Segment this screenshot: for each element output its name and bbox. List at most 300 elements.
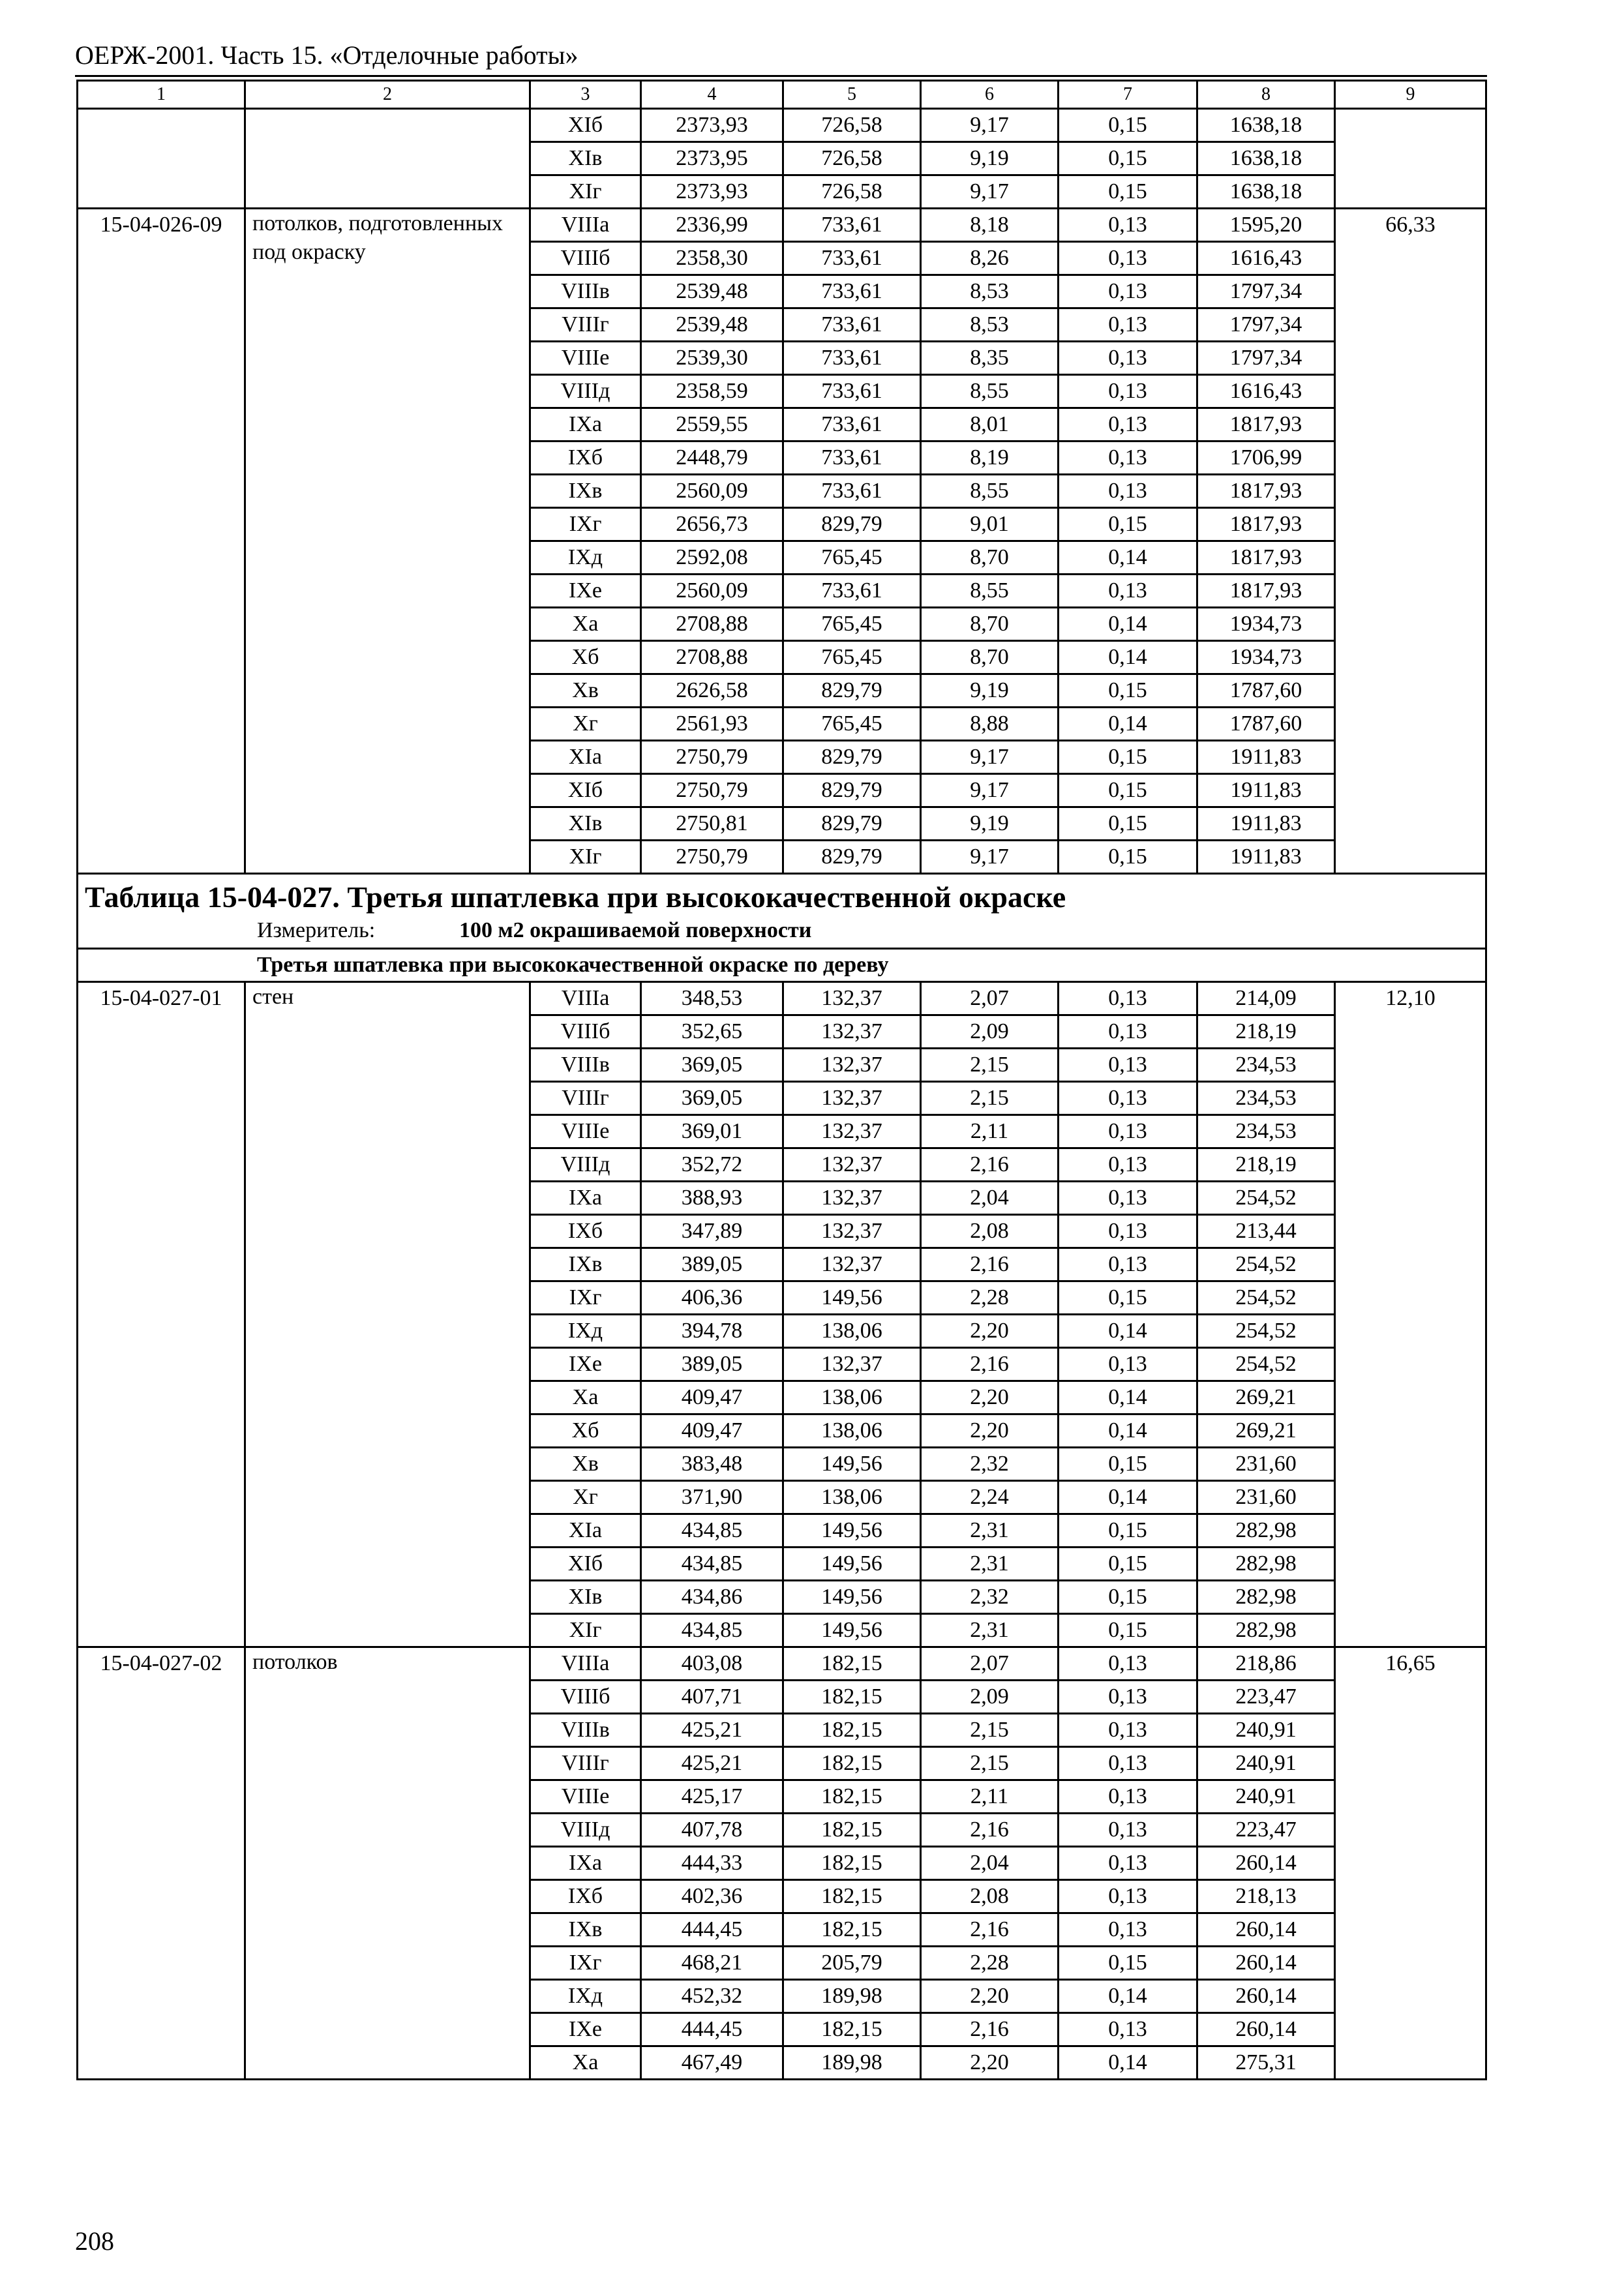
cost-cell: 468,21 [641,1947,783,1980]
column-number: 5 [783,81,921,109]
category-cell: XIв [530,807,641,841]
category-cell: XIг [530,841,641,874]
machine-cell: 2,16 [921,1148,1059,1182]
machine-cell: 2,15 [921,1714,1059,1747]
column-number: 7 [1059,81,1197,109]
category-cell: VIIIв [530,1714,641,1747]
driver-wage-cell: 0,13 [1059,1049,1197,1082]
material-cell: 240,91 [1197,1747,1335,1780]
driver-wage-cell: 0,13 [1059,1714,1197,1747]
table-row [78,982,1486,1015]
machine-cell: 2,20 [921,1414,1059,1448]
category-cell: XIг [530,1614,641,1647]
wage-cell: 182,15 [783,1714,921,1747]
category-cell: XIг [530,175,641,209]
material-cell: 1911,83 [1197,774,1335,807]
driver-wage-cell: 0,13 [1059,209,1197,242]
cost-cell: 2708,88 [641,608,783,641]
header-divider [75,75,1487,77]
material-cell: 1911,83 [1197,841,1335,874]
cost-cell: 2539,48 [641,275,783,308]
wage-cell: 138,06 [783,1381,921,1414]
driver-wage-cell: 0,13 [1059,1880,1197,1913]
wage-cell: 149,56 [783,1448,921,1481]
category-cell: VIIIa [530,982,641,1015]
machine-cell: 9,19 [921,807,1059,841]
material-cell: 213,44 [1197,1215,1335,1248]
cost-cell: 2559,55 [641,408,783,441]
wage-cell: 182,15 [783,1647,921,1681]
cost-cell: 2626,58 [641,674,783,708]
material-cell: 254,52 [1197,1348,1335,1381]
cost-cell: 383,48 [641,1448,783,1481]
cost-cell: 2560,09 [641,475,783,508]
material-cell: 1638,18 [1197,142,1335,175]
machine-cell: 2,16 [921,1814,1059,1847]
wage-cell: 829,79 [783,508,921,541]
machine-cell: 2,20 [921,1381,1059,1414]
material-cell: 254,52 [1197,1315,1335,1348]
table-row [78,1647,1486,1681]
cost-cell: 2448,79 [641,441,783,475]
cost-cell: 2336,99 [641,209,783,242]
wage-cell: 132,37 [783,1182,921,1215]
cost-cell: 434,85 [641,1514,783,1548]
cost-cell: 407,71 [641,1681,783,1714]
cost-cell: 434,85 [641,1614,783,1647]
cost-cell: 2561,93 [641,708,783,741]
driver-wage-cell: 0,13 [1059,475,1197,508]
wage-cell: 829,79 [783,774,921,807]
category-cell: Xб [530,641,641,674]
wage-cell: 132,37 [783,1082,921,1115]
driver-wage-cell: 0,13 [1059,1348,1197,1381]
wage-cell: 182,15 [783,1681,921,1714]
measure-label: Измеритель: [257,918,376,942]
driver-wage-cell: 0,15 [1059,508,1197,541]
wage-cell: 149,56 [783,1514,921,1548]
wage-cell: 182,15 [783,1880,921,1913]
cost-cell: 2358,59 [641,375,783,408]
wage-cell: 138,06 [783,1414,921,1448]
cost-cell: 403,08 [641,1647,783,1681]
wage-cell: 733,61 [783,242,921,275]
driver-wage-cell: 0,13 [1059,275,1197,308]
machine-cell: 9,19 [921,674,1059,708]
driver-wage-cell: 0,15 [1059,1581,1197,1614]
wage-cell: 132,37 [783,1115,921,1148]
category-cell: VIIIд [530,1148,641,1182]
wage-cell: 149,56 [783,1614,921,1647]
machine-cell: 2,07 [921,982,1059,1015]
category-cell: Xв [530,1448,641,1481]
machine-cell: 8,88 [921,708,1059,741]
material-cell: 234,53 [1197,1082,1335,1115]
cost-cell: 2656,73 [641,508,783,541]
wage-cell: 829,79 [783,674,921,708]
page-number: 208 [75,2226,114,2256]
machine-cell: 2,16 [921,2013,1059,2046]
driver-wage-cell: 0,13 [1059,1248,1197,1281]
wage-cell: 149,56 [783,1281,921,1315]
wage-cell: 829,79 [783,841,921,874]
category-cell: XIв [530,142,641,175]
cost-cell: 407,78 [641,1814,783,1847]
cost-cell: 444,45 [641,2013,783,2046]
section-title: Третья шпатлевка при высококачественной окраске по дереву [78,949,1486,982]
category-cell: VIIIг [530,1747,641,1780]
material-cell: 1638,18 [1197,109,1335,142]
category-cell: VIIIб [530,1681,641,1714]
cost-cell: 402,36 [641,1880,783,1913]
driver-wage-cell: 0,15 [1059,774,1197,807]
driver-wage-cell: 0,13 [1059,2013,1197,2046]
material-cell: 1706,99 [1197,441,1335,475]
material-cell: 254,52 [1197,1248,1335,1281]
cost-cell: 394,78 [641,1315,783,1348]
material-cell: 1616,43 [1197,242,1335,275]
category-cell: XIa [530,741,641,774]
wage-cell: 765,45 [783,641,921,674]
material-cell: 282,98 [1197,1548,1335,1581]
machine-cell: 2,09 [921,1015,1059,1049]
category-cell: VIIIв [530,1049,641,1082]
driver-wage-cell: 0,13 [1059,441,1197,475]
category-cell: VIIIв [530,275,641,308]
category-cell: VIIIб [530,242,641,275]
machine-cell: 9,17 [921,109,1059,142]
machine-cell: 2,20 [921,1315,1059,1348]
material-cell: 1797,34 [1197,275,1335,308]
wage-cell: 182,15 [783,2013,921,2046]
material-cell: 218,86 [1197,1647,1335,1681]
driver-wage-cell: 0,13 [1059,1115,1197,1148]
wage-cell: 182,15 [783,1747,921,1780]
machine-cell: 8,55 [921,575,1059,608]
column-number: 6 [921,81,1059,109]
driver-wage-cell: 0,14 [1059,1481,1197,1514]
category-cell: VIIIг [530,308,641,342]
wage-cell: 132,37 [783,1248,921,1281]
wage-cell: 182,15 [783,1780,921,1814]
cost-cell: 467,49 [641,2046,783,2080]
machine-cell: 2,16 [921,1913,1059,1947]
machine-cell: 2,24 [921,1481,1059,1514]
material-cell: 1797,34 [1197,308,1335,342]
cost-cell: 406,36 [641,1281,783,1315]
category-cell: VIIIд [530,375,641,408]
material-cell: 1934,73 [1197,608,1335,641]
extra-value: 16,65 [1335,1647,1486,2080]
section-row [78,949,1486,982]
material-cell: 260,14 [1197,1847,1335,1880]
driver-wage-cell: 0,13 [1059,375,1197,408]
wage-cell: 132,37 [783,1148,921,1182]
wage-cell: 733,61 [783,342,921,375]
material-cell: 231,60 [1197,1448,1335,1481]
driver-wage-cell: 0,13 [1059,1215,1197,1248]
cost-cell: 2373,93 [641,109,783,142]
rate-code: 15-04-027-02 [78,1647,245,2080]
machine-cell: 2,16 [921,1348,1059,1381]
machine-cell: 9,17 [921,175,1059,209]
category-cell: VIIIe [530,1780,641,1814]
category-cell: IXв [530,1913,641,1947]
category-cell: IXe [530,2013,641,2046]
material-cell: 260,14 [1197,1913,1335,1947]
machine-cell: 2,11 [921,1780,1059,1814]
machine-cell: 8,55 [921,475,1059,508]
material-cell: 1817,93 [1197,508,1335,541]
category-cell: IXa [530,1182,641,1215]
wage-cell: 733,61 [783,375,921,408]
driver-wage-cell: 0,13 [1059,1847,1197,1880]
wage-cell: 829,79 [783,741,921,774]
cost-cell: 352,65 [641,1015,783,1049]
machine-cell: 8,70 [921,641,1059,674]
table-title-cell [78,874,1486,949]
cost-cell: 425,21 [641,1747,783,1780]
machine-cell: 2,11 [921,1115,1059,1148]
category-cell: IXб [530,1880,641,1913]
category-cell: Xa [530,2046,641,2080]
cost-cell: 2708,88 [641,641,783,674]
material-cell: 260,14 [1197,1947,1335,1980]
category-cell: Xa [530,608,641,641]
driver-wage-cell: 0,14 [1059,1980,1197,2013]
machine-cell: 2,28 [921,1947,1059,1980]
cost-cell: 452,32 [641,1980,783,2013]
machine-cell: 2,08 [921,1215,1059,1248]
category-cell: IXa [530,408,641,441]
work-name: потолков [245,1647,530,2080]
driver-wage-cell: 0,13 [1059,1082,1197,1115]
machine-cell: 2,32 [921,1581,1059,1614]
wage-cell: 132,37 [783,1049,921,1082]
category-cell: VIIIa [530,209,641,242]
category-cell: Xг [530,1481,641,1514]
material-cell: 1817,93 [1197,541,1335,575]
machine-cell: 8,26 [921,242,1059,275]
machine-cell: 8,35 [921,342,1059,375]
wage-cell: 132,37 [783,1015,921,1049]
machine-cell: 8,53 [921,308,1059,342]
driver-wage-cell: 0,13 [1059,242,1197,275]
wage-cell: 733,61 [783,575,921,608]
driver-wage-cell: 0,13 [1059,1814,1197,1847]
wage-cell: 726,58 [783,142,921,175]
material-cell: 1911,83 [1197,807,1335,841]
category-cell: XIб [530,109,641,142]
driver-wage-cell: 0,14 [1059,608,1197,641]
wage-cell: 829,79 [783,807,921,841]
cost-cell: 409,47 [641,1381,783,1414]
category-cell: XIв [530,1581,641,1614]
driver-wage-cell: 0,15 [1059,109,1197,142]
wage-cell: 765,45 [783,541,921,575]
driver-wage-cell: 0,15 [1059,807,1197,841]
extra-value [1335,109,1486,209]
machine-cell: 2,04 [921,1182,1059,1215]
driver-wage-cell: 0,15 [1059,1514,1197,1548]
material-cell: 254,52 [1197,1281,1335,1315]
category-cell: IXг [530,1947,641,1980]
column-number: 2 [245,81,530,109]
driver-wage-cell: 0,14 [1059,1381,1197,1414]
driver-wage-cell: 0,13 [1059,1647,1197,1681]
wage-cell: 733,61 [783,209,921,242]
category-cell: VIIIe [530,1115,641,1148]
machine-cell: 2,15 [921,1049,1059,1082]
material-cell: 218,19 [1197,1148,1335,1182]
column-number: 1 [78,81,245,109]
cost-cell: 425,21 [641,1714,783,1747]
cost-cell: 2358,30 [641,242,783,275]
category-cell: IXг [530,1281,641,1315]
machine-cell: 2,32 [921,1448,1059,1481]
category-cell: IXд [530,541,641,575]
material-cell: 218,13 [1197,1880,1335,1913]
driver-wage-cell: 0,14 [1059,1315,1197,1348]
column-number-row [78,81,1486,109]
cost-cell: 348,53 [641,982,783,1015]
cost-cell: 2560,09 [641,575,783,608]
driver-wage-cell: 0,15 [1059,142,1197,175]
rate-code: 15-04-027-01 [78,982,245,1647]
cost-cell: 2373,93 [641,175,783,209]
driver-wage-cell: 0,14 [1059,708,1197,741]
machine-cell: 2,31 [921,1514,1059,1548]
driver-wage-cell: 0,14 [1059,1414,1197,1448]
category-cell: IXд [530,1315,641,1348]
wage-cell: 189,98 [783,2046,921,2080]
cost-cell: 347,89 [641,1215,783,1248]
cost-cell: 444,45 [641,1913,783,1947]
page-header: ОЕРЖ-2001. Часть 15. «Отделочные работы» [75,40,579,70]
category-cell: VIIIa [530,1647,641,1681]
material-cell: 240,91 [1197,1714,1335,1747]
material-cell: 1616,43 [1197,375,1335,408]
wage-cell: 132,37 [783,982,921,1015]
material-cell: 282,98 [1197,1514,1335,1548]
cost-cell: 2750,81 [641,807,783,841]
material-cell: 260,14 [1197,1980,1335,2013]
material-cell: 1817,93 [1197,408,1335,441]
machine-cell: 9,01 [921,508,1059,541]
wage-cell: 205,79 [783,1947,921,1980]
driver-wage-cell: 0,13 [1059,342,1197,375]
material-cell: 269,21 [1197,1381,1335,1414]
wage-cell: 765,45 [783,708,921,741]
wage-cell: 182,15 [783,1847,921,1880]
category-cell: IXб [530,1215,641,1248]
machine-cell: 2,09 [921,1681,1059,1714]
machine-cell: 8,53 [921,275,1059,308]
work-name: стен [245,982,530,1647]
driver-wage-cell: 0,15 [1059,1281,1197,1315]
category-cell: Xг [530,708,641,741]
cost-cell: 371,90 [641,1481,783,1514]
driver-wage-cell: 0,15 [1059,1548,1197,1581]
driver-wage-cell: 0,15 [1059,1947,1197,1980]
machine-cell: 2,04 [921,1847,1059,1880]
material-cell: 1787,60 [1197,708,1335,741]
work-name: потолков, подготовленных под окраску [245,209,530,874]
measure-value: 100 м2 окрашиваемой поверхности [459,918,812,942]
machine-cell: 2,16 [921,1248,1059,1281]
material-cell: 260,14 [1197,2013,1335,2046]
material-cell: 1787,60 [1197,674,1335,708]
cost-cell: 2373,95 [641,142,783,175]
column-number: 3 [530,81,641,109]
machine-cell: 9,17 [921,741,1059,774]
wage-cell: 765,45 [783,608,921,641]
cost-cell: 444,33 [641,1847,783,1880]
cost-cell: 434,86 [641,1581,783,1614]
wage-cell: 132,37 [783,1215,921,1248]
machine-cell: 2,15 [921,1747,1059,1780]
material-cell: 231,60 [1197,1481,1335,1514]
wage-cell: 726,58 [783,109,921,142]
machine-cell: 8,18 [921,209,1059,242]
category-cell: VIIIб [530,1015,641,1049]
material-cell: 282,98 [1197,1581,1335,1614]
driver-wage-cell: 0,14 [1059,2046,1197,2080]
driver-wage-cell: 0,13 [1059,308,1197,342]
machine-cell: 9,19 [921,142,1059,175]
material-cell: 1595,20 [1197,209,1335,242]
material-cell: 218,19 [1197,1015,1335,1049]
cost-cell: 369,01 [641,1115,783,1148]
material-cell: 234,53 [1197,1049,1335,1082]
wage-cell: 733,61 [783,441,921,475]
machine-cell: 9,17 [921,841,1059,874]
wage-cell: 182,15 [783,1913,921,1947]
table-row [78,209,1486,242]
material-cell: 269,21 [1197,1414,1335,1448]
wage-cell: 138,06 [783,1481,921,1514]
wage-cell: 189,98 [783,1980,921,2013]
material-cell: 223,47 [1197,1681,1335,1714]
table-title-row [78,874,1486,949]
cost-cell: 2750,79 [641,841,783,874]
wage-cell: 149,56 [783,1581,921,1614]
cost-cell: 2539,48 [641,308,783,342]
category-cell: VIIIд [530,1814,641,1847]
category-cell: Xa [530,1381,641,1414]
material-cell: 234,53 [1197,1115,1335,1148]
machine-cell: 2,08 [921,1880,1059,1913]
table-row [78,109,1486,142]
category-cell: Xб [530,1414,641,1448]
machine-cell: 2,31 [921,1548,1059,1581]
machine-cell: 2,28 [921,1281,1059,1315]
machine-cell: 8,70 [921,541,1059,575]
category-cell: IXв [530,1248,641,1281]
machine-cell: 8,55 [921,375,1059,408]
machine-cell: 8,70 [921,608,1059,641]
wage-cell: 733,61 [783,308,921,342]
material-cell: 282,98 [1197,1614,1335,1647]
cost-cell: 369,05 [641,1049,783,1082]
wage-cell: 132,37 [783,1348,921,1381]
cost-cell: 2750,79 [641,741,783,774]
cost-cell: 409,47 [641,1414,783,1448]
wage-cell: 733,61 [783,408,921,441]
wage-cell: 726,58 [783,175,921,209]
machine-cell: 2,31 [921,1614,1059,1647]
driver-wage-cell: 0,14 [1059,541,1197,575]
